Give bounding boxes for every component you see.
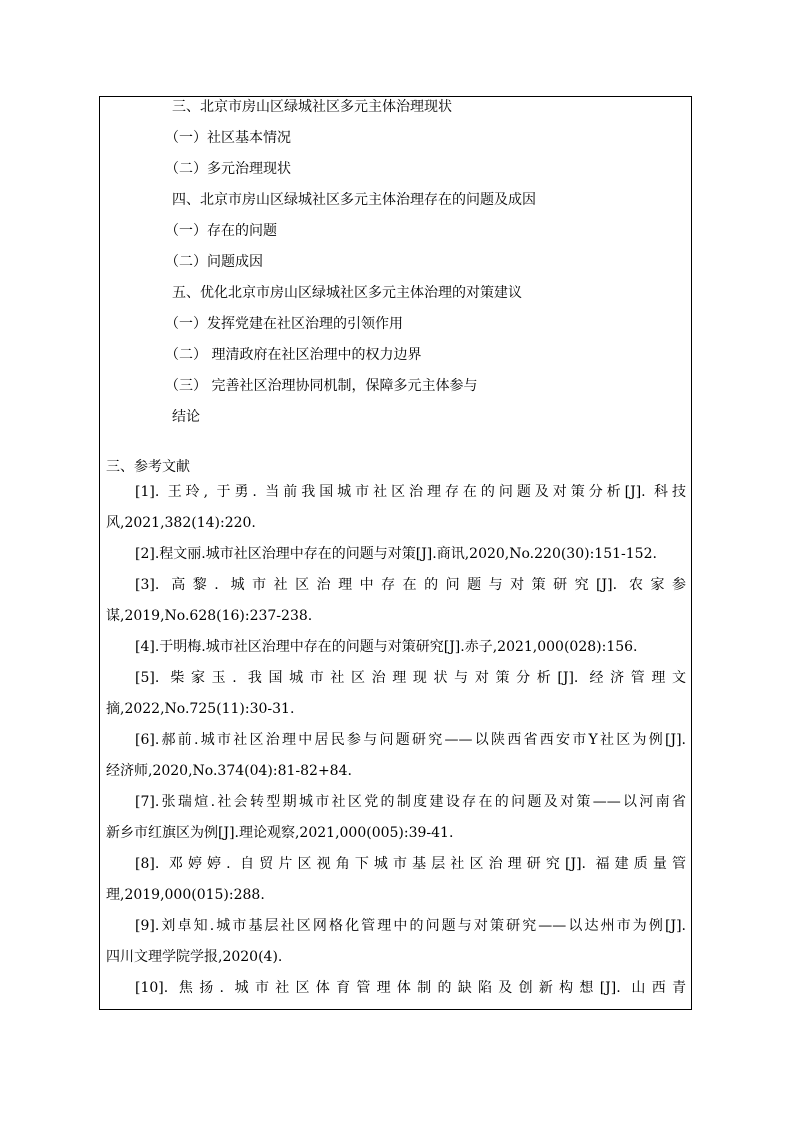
outline-item-5-1: （一）发挥党建在社区治理的引领作用 [165,316,403,332]
reference-6-line-2: 经济师,2020,No.374(04):81-82+84. [106,763,352,779]
reference-10-line-1: [10]. 焦扬. 城市社区体育管理体制的缺陷及创新构想[J]. 山西青 [135,980,686,996]
outline-heading-4: 四、北京市房山区绿城社区多元主体治理存在的问题及成因 [172,192,536,208]
outline-item-4-1: （一）存在的问题 [165,223,277,239]
outline-item-3-1: （一）社区基本情况 [165,130,291,146]
reference-item-1 [106,477,686,539]
reference-3-line-1: [3]. 高黎. 城市社区治理中存在的问题与对策研究[J]. 农家参 [135,577,686,593]
reference-8-line-1: [8]. 邓婷婷. 自贸片区视角下城市基层社区治理研究[J]. 福建质量管 [135,856,686,872]
reference-7-line-1: [7].张瑞煊.社会转型期城市社区党的制度建设存在的问题及对策——以河南省 [135,794,686,810]
reference-1-line-1: [1]. 王玲, 于勇. 当前我国城市社区治理存在的问题及对策分析[J]. 科技 [135,484,686,500]
reference-item-5 [106,663,686,725]
reference-item-2 [106,539,686,570]
outline-item-5-3: （三） 完善社区治理协同机制，保障多元主体参与 [165,378,478,394]
reference-6-line-1: [6].郝前.城市社区治理中居民参与问题研究——以陕西省西安市Y社区为例[J]. [135,732,686,748]
outline-heading-5: 五、优化北京市房山区绿城社区多元主体治理的对策建议 [172,285,522,301]
references-heading: 三、参考文献 [106,459,190,475]
outline-item-4-2: （二）问题成因 [165,254,263,270]
reference-item-6 [106,725,686,787]
reference-item-3 [106,570,686,632]
reference-item-4 [106,632,686,663]
reference-item-10 [106,973,686,1004]
reference-item-8 [106,849,686,911]
reference-7-line-2: 新乡市红旗区为例[J].理论观察,2021,000(005):39-41. [106,825,454,841]
outline-item-5-2: （二） 理清政府在社区治理中的权力边界 [165,347,422,363]
reference-1-line-2: 风,2021,382(14):220. [106,515,256,531]
reference-8-line-2: 理,2019,000(015):288. [106,887,265,903]
reference-9-line-2: 四川文理学院学报,2020(4). [106,949,283,965]
reference-9-line-1: [9].刘卓知.城市基层社区网格化管理中的问题与对策研究——以达州市为例[J]. [135,918,686,934]
reference-4-line-1: [4].于明梅.城市社区治理中存在的问题与对策研究[J].赤子,2021,000(028):156. [135,639,638,655]
reference-item-9 [106,911,686,973]
outline-heading-3: 三、北京市房山区绿城社区多元主体治理现状 [172,99,452,115]
reference-item-7 [106,787,686,849]
outline-item-3-2: （二）多元治理现状 [165,161,291,177]
reference-3-line-2: 谋,2019,No.628(16):237-238. [106,608,313,624]
reference-2-line-1: [2].程文丽.城市社区治理中存在的问题与对策[J].商讯,2020,No.220(30):151-152. [135,546,657,562]
outline-conclusion: 结论 [172,409,200,425]
reference-5-line-2: 摘,2022,No.725(11):30-31. [106,701,295,717]
reference-5-line-1: [5]. 柴家玉. 我国城市社区治理现状与对策分析[J]. 经济管理文 [135,670,686,686]
